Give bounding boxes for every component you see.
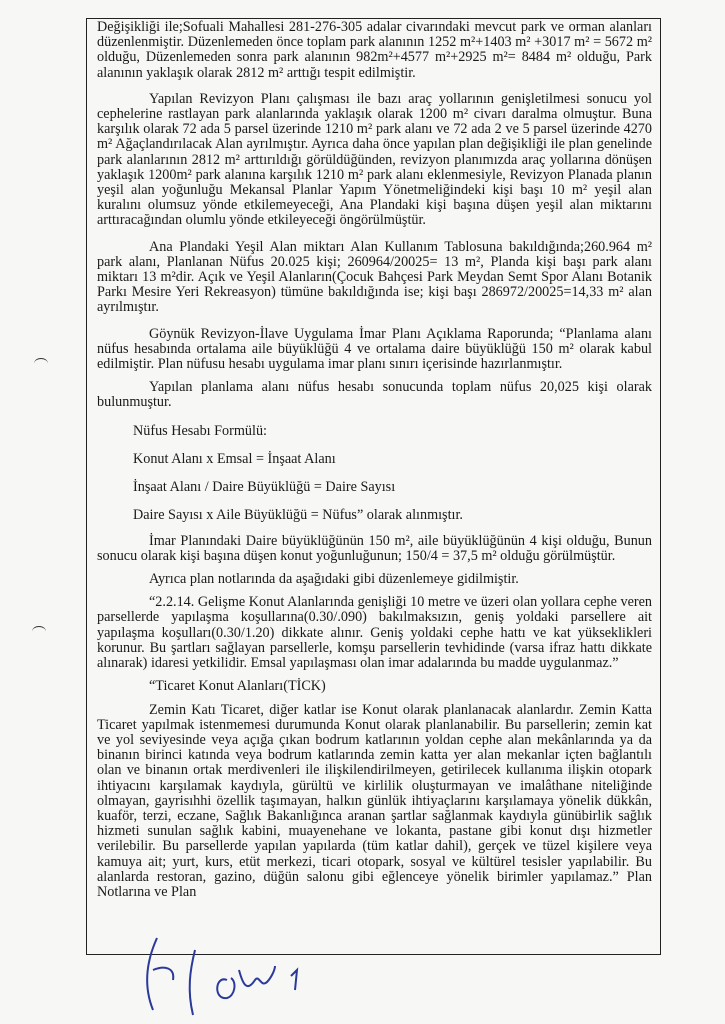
paragraph-population-result: Yapılan planlama alanı nüfus hesabı sonucunda toplam nüfus 20,025 kişi olarak bulunmuştur. bbox=[97, 379, 652, 411]
heading-ticaret-konut: “Ticaret Konut Alanları(TİCK) bbox=[149, 678, 326, 695]
paragraph-ticaret-konut: Zemin Katı Ticaret, diğer katlar ise Konut olarak planlanacak alanlardır. Zemin Katta Ticaret yapılmak istenmemesi durumunda Konut olarak planlanabilir. Bu parsellerin; zemin kat ve yol seviyesinde veya açığa çıkan bodrum katlarının yoldan cephe alan mekânlarında ya da binanın birinci katında veya bodrum katlarında zemin katta yer alan mekanlar içten bağlantılı olan ve binanın ortak merdivenleri ile ilişkilendirilmeyen, getirilecek kullanıma ilişkin otopark ihtiyacını karşılamak kaydıyla, gürültü ve kirlilik oluşturmayan ve imalâthane niteliğinde olmayan, gayrisıhhi özellik taşımayan, halkın günlük ihtiyaçlarını karşılamaya yönelik dükkân, kuaför, terzi, eczane, Sağlık Bakanlığınca aranan şartlar sağlanmak kaydıyla günübirlik sağlık hizmeti sunulan sağlık kabini, muayenehane ve lokanta, pastane gibi konut dışı hizmetler verilebilir. Bu parsellerde yapılan yapılarda (tüm katlar dahil), gerçek ve tüzel kişilere veya kamuya ait; yurt, kurs, etüt merkezi, ticari otopark, sosyal ve kültürel tesisler yapılabilir. Bu alanlarda restoran, gazino, düğün salonu gibi eğlenceye yönelik birimler yapılamaz.” Plan Notlarına ve Plan bbox=[97, 701, 652, 900]
paragraph-dwelling-size: İmar Planındaki Daire büyüklüğünün 150 m², aile büyüklüğünün 4 kişi olduğu, Bunun sonucu olarak kişi başına düşen konut yoğunluğunun; 150/4 = 37,5 m² olduğu görülmüştür. bbox=[97, 532, 652, 564]
paragraph-park-changes: Değişikliği ile;Sofuali Mahallesi 281-276-305 adalar civarındaki mevcut park ve orman alanları düzenlenmiştir. Düzenlemeden önce toplam park alanının 1252 m²+1403 m² +3017 m² = 5672 m² olduğu, Düzenlemeden sonra park alanının 982m²+4577 m²+2925 m²= 8484 m² olduğu, Park alanının yaklaşık olarak 2812 m² arttığı tespit edilmiştir. bbox=[97, 19, 652, 81]
paragraph-plan-note-2-2-14: “2.2.14. Gelişme Konut Alanlarında genişliği 10 metre ve üzeri olan yollara cephe veren parsellerde yapılaşma koşullarına(0.30/.090) bakılmaksızın, geniş yoldaki parsellere ait yapılaşma koşulları(0.30/1.20) dikkate alınır. Geniş yoldaki cephe hattı ve kat yükseklikleri korunur. Bu şartları sağlayan parsellerle, komşu parsellerin tevhidinde (varsa ifraz hattı dikkate alınarak) idaresi yetkilidir. Emsal yapılaşması olan imar adalarında bu madde uygulanmaz.” bbox=[97, 594, 652, 672]
paragraph-population-report: Göynük Revizyon-İlave Uygulama İmar Planı Açıklama Raporunda; “Planlama alanı nüfus hesabında ortalama aile büyüklüğü 4 ve ortalama daire büyüklüğü 150 m² olarak kabul edilmiştir. Plan nüfusu hesabı uygulama imar planı sınırı içerisinde hazırlanmıştır. bbox=[97, 325, 652, 373]
paragraph-plan-notes-intro: Ayrıca plan notlarında da aşağıdaki gibi düzenlemeye gidilmiştir. bbox=[149, 571, 519, 588]
document-body bbox=[97, 20, 652, 900]
handwritten-signature bbox=[135, 930, 335, 1020]
formula-line: Daire Sayısı x Aile Büyüklüğü = Nüfus” olarak alınmıştır. bbox=[133, 506, 463, 523]
punch-hole-mark-lower bbox=[32, 626, 46, 637]
punch-hole-mark-upper bbox=[34, 358, 48, 369]
paragraph-revision-plan: Yapılan Revizyon Planı çalışması ile bazı araç yollarının genişletilmesi sonucu yol cephelerine rastlayan park alanlarında yaklaşık olarak 1200 m² civarı daralma olmuştur. Buna karşılık olarak 72 ada 5 parsel üzerinde 1210 m² park alanı ve 72 ada 2 ve 5 parsel üzerinde 4270 m² Ağaçlandırılacak Alan ayrılmıştır. Ayrıca daha önce yapılan plan değişikliği ile plan genelinde park alanlarının 2812 m² arttırıldığı görüldüğünden, revizyon planımızda araç yollarına dönüşen yaklaşık 1200m² park alanına karşılık 1210 m² park alanı eklenmesiyle, Revizyon Planada planın yeşil alan yoğunluğu Mekansal Planlar Yapım Yönetmeliğindeki kişi başı 10 m² yeşil alan kuralını olumsuz yönde etkilemeyeceği, Ana Plandaki kişi başına düşen yeşil alan miktarını arttıracağından olumlu yönde etkileyeceği öngörülmüştür. bbox=[97, 90, 652, 229]
formula-line: Konut Alanı x Emsal = İnşaat Alanı bbox=[133, 450, 336, 467]
formula-heading: Nüfus Hesabı Formülü: bbox=[133, 422, 267, 439]
paragraph-green-area: Ana Plandaki Yeşil Alan miktarı Alan Kullanım Tablosuna bakıldığında;260.964 m² park alanı, Planlanan Nüfus 20.025 kişi; 260964/20025= 13 m², Planda kişi başı park alanı miktarı 13 m²dir. Açık ve Yeşil Alanların(Çocuk Bahçesi Park Meydan Semt Spor Alanı Botanik Parkı Mesire Yeri Rekreasyon) tümüne bakıldığında ise; kişi başı 286972/20025=14,33 m² alan ayrılmıştır. bbox=[97, 238, 652, 316]
formula-line: İnşaat Alanı / Daire Büyüklüğü = Daire Sayısı bbox=[133, 478, 396, 495]
